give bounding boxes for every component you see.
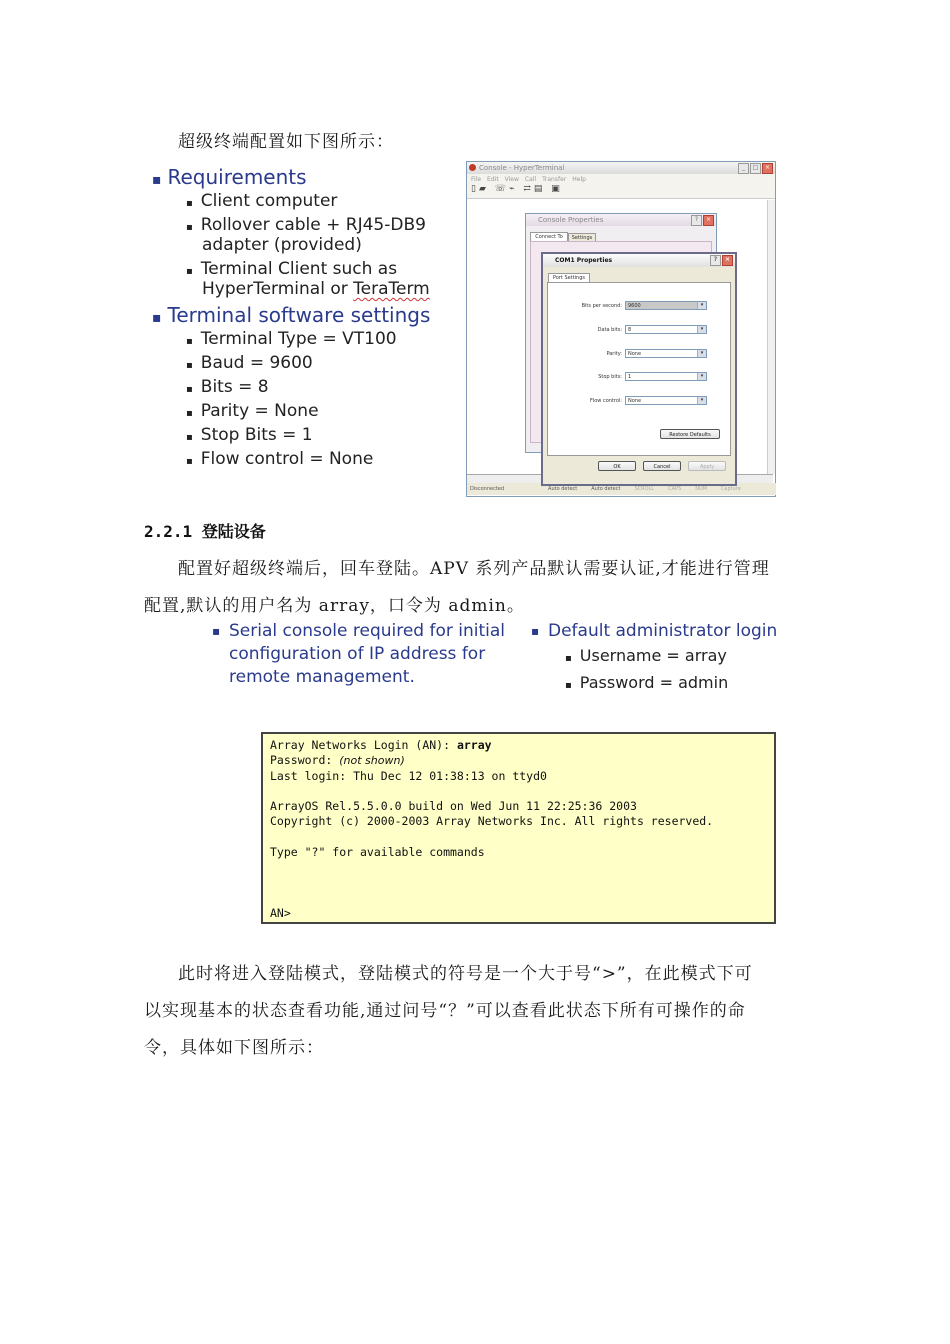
- receive-icon[interactable]: ▤: [533, 184, 546, 194]
- menu-transfer[interactable]: Transfer: [542, 175, 567, 183]
- close-icon[interactable]: ×: [703, 215, 714, 226]
- chevron-down-icon: ▾: [697, 326, 706, 333]
- restore-defaults-button[interactable]: Restore Defaults: [660, 429, 720, 439]
- para2-line2: 以实现基本的状态查看功能,通过问号“？”可以查看此状态下所有可操作的命: [144, 1001, 746, 1021]
- terminal-line: Type "?" for available commands: [270, 845, 485, 860]
- help-icon[interactable]: ?: [710, 255, 721, 266]
- list-item-cont: adapter (provided): [202, 235, 362, 255]
- terminal-output: [261, 732, 776, 924]
- status-capture: Capture: [720, 486, 741, 492]
- list-item: ▪ Bits = 8: [186, 377, 269, 397]
- terminal-line: Copyright (c) 2000-2003 Array Networks Inc. All rights reserved.: [270, 814, 714, 829]
- close-icon[interactable]: ×: [722, 255, 733, 266]
- terminal-line: Array Networks Login (AN): array: [270, 738, 492, 752]
- send-icon[interactable]: ⇄: [523, 184, 534, 194]
- flow-control-select[interactable]: None ▾: [625, 396, 707, 405]
- terminal-line: Last login: Thu Dec 12 01:38:13 on ttyd0: [270, 768, 547, 783]
- intro-text: 超级终端配置如下图所示：: [178, 132, 394, 152]
- menu-bar: [467, 174, 775, 184]
- vertical-scrollbar[interactable]: [767, 200, 775, 474]
- status-auto-detect-2: Auto detect: [591, 486, 621, 492]
- apply-button[interactable]: Apply: [688, 461, 726, 471]
- chevron-down-icon: ▾: [697, 397, 706, 404]
- section-heading: 2.2.1 登陆设备: [144, 522, 266, 541]
- list-item: ▪ Username = array: [565, 646, 727, 665]
- terminal-prompt: AN>: [270, 906, 291, 921]
- stop-bits-select[interactable]: 1 ▾: [625, 372, 707, 381]
- hyperterminal-window: [466, 161, 776, 497]
- bits-per-second-label: Bits per second:: [581, 303, 622, 309]
- window-title: Console - HyperTerminal: [479, 164, 565, 172]
- list-item: ▪ Password = admin: [565, 673, 729, 692]
- bullet-icon: ▪: [212, 624, 221, 638]
- requirements-heading: ▪ Requirements: [152, 165, 307, 189]
- parity-label: Parity:: [606, 351, 622, 357]
- para2-line1: 此时将进入登陆模式，登陆模式的符号是一个大于号“>”，在此模式下可: [178, 964, 753, 984]
- maximize-icon[interactable]: □: [750, 163, 761, 174]
- admin-login-block: [531, 620, 811, 698]
- list-item: ▪ Flow control = None: [186, 449, 374, 469]
- status-scroll: SCROLL: [634, 486, 655, 492]
- properties-icon[interactable]: ▣: [551, 184, 563, 194]
- teraterm-word: TeraTerm: [353, 279, 430, 299]
- list-item: ▪ Terminal Client such as: [186, 259, 398, 279]
- phone-icon[interactable]: ☏: [494, 184, 510, 194]
- menu-view[interactable]: View: [504, 175, 519, 183]
- help-icon[interactable]: ?: [691, 215, 702, 226]
- tab-settings[interactable]: Settings: [568, 233, 596, 243]
- minimize-icon[interactable]: _: [738, 163, 749, 174]
- open-icon[interactable]: ▰: [478, 184, 489, 194]
- serial-note-line: Serial console required for initial: [229, 621, 506, 641]
- new-icon[interactable]: ▯: [471, 184, 479, 194]
- window-titlebar: [467, 162, 775, 174]
- status-auto-detect: Auto detect: [548, 486, 578, 492]
- chevron-down-icon: ▾: [697, 302, 706, 309]
- parity-select[interactable]: None ▾: [625, 349, 707, 358]
- flow-control-label: Flow control:: [589, 398, 622, 404]
- terminal-line: Password: (not shown): [270, 753, 405, 768]
- cancel-button[interactable]: Cancel: [643, 461, 681, 471]
- chevron-down-icon: ▾: [697, 350, 706, 357]
- para1-line1: 配置好超级终端后，回车登陆。APV 系列产品默认需要认证,才能进行管理: [178, 559, 770, 579]
- toolbar: [467, 184, 775, 199]
- tab-connect-to[interactable]: Connect To: [530, 232, 568, 242]
- list-item: ▪ Rollover cable + RJ45-DB9: [186, 215, 426, 235]
- com1-properties-dialog: [541, 252, 737, 486]
- settings-heading: ▪ Terminal software settings: [152, 303, 431, 327]
- status-disconnected: Disconnected: [470, 486, 505, 492]
- requirements-block: [152, 165, 452, 473]
- terminal-line: ArrayOS Rel.5.5.0.0 build on Wed Jun 11 22:25:36 2003: [270, 799, 637, 814]
- bits-per-second-select[interactable]: 9600 ▾: [625, 301, 707, 310]
- status-num: NUM: [695, 486, 707, 492]
- serial-note-line: configuration of IP address for: [229, 644, 486, 664]
- list-item: ▪ Stop Bits = 1: [186, 425, 313, 445]
- list-item: ▪ Parity = None: [186, 401, 319, 421]
- data-bits-label: Data bits:: [597, 327, 622, 333]
- stop-bits-label: Stop bits:: [598, 374, 622, 380]
- list-item: ▪ Terminal Type = VT100: [186, 329, 397, 349]
- chevron-down-icon: ▾: [697, 373, 706, 380]
- port-settings-panel: [547, 282, 731, 456]
- list-item: ▪ Baud = 9600: [186, 353, 313, 373]
- status-caps: CAPS: [668, 486, 682, 492]
- app-icon: [469, 164, 476, 171]
- data-bits-select[interactable]: 8 ▾: [625, 325, 707, 334]
- menu-file[interactable]: File: [471, 175, 482, 183]
- menu-help[interactable]: Help: [572, 175, 586, 183]
- ok-button[interactable]: OK: [598, 461, 636, 471]
- com1-titlebar: COM1 Properties ? ×: [543, 254, 735, 267]
- list-item-cont: HyperTerminal or TeraTerm: [202, 279, 430, 299]
- tab-port-settings[interactable]: Port Settings: [548, 273, 590, 283]
- menu-call[interactable]: Call: [524, 175, 537, 183]
- menu-edit[interactable]: Edit: [487, 175, 499, 183]
- serial-note: [212, 620, 512, 689]
- disconnect-icon[interactable]: ⌁: [509, 184, 518, 194]
- para2-line3: 令，具体如下图所示：: [144, 1038, 324, 1058]
- close-icon[interactable]: ×: [762, 163, 773, 174]
- serial-note-line: remote management.: [229, 667, 415, 687]
- admin-login-heading: ▪ Default administrator login: [531, 621, 778, 641]
- console-properties-titlebar: Console Properties ? ×: [526, 214, 716, 226]
- list-item: ▪ Client computer: [186, 191, 338, 211]
- para1-line2: 配置,默认的用户名为 array，口令为 admin。: [144, 596, 525, 616]
- bullet-icon: ▪: [531, 624, 540, 638]
